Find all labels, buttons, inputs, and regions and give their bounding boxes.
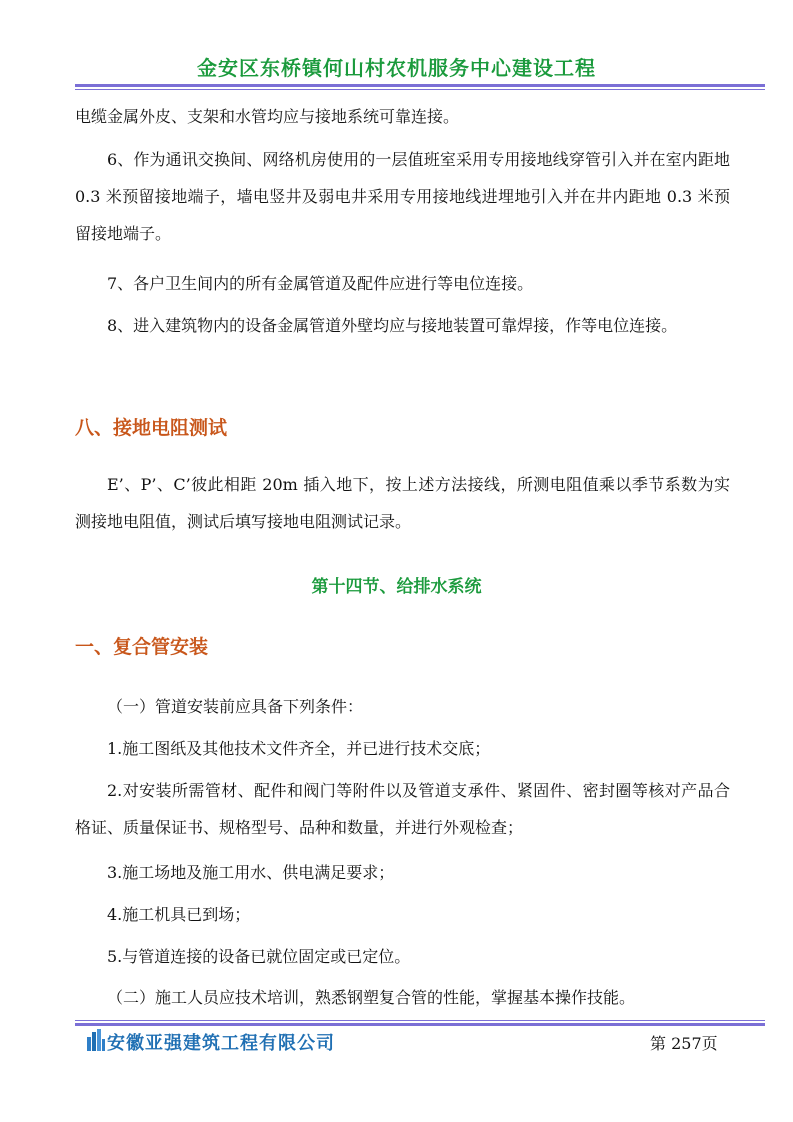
header-title: 金安区东桥镇何山村农机服务中心建设工程 [197,56,596,80]
page-number: 第 257页 [650,1034,718,1053]
paragraph: （二）施工人员应技术培训，熟悉钢塑复合管的性能，掌握基本操作技能。 [107,988,636,1007]
footer-rule [75,1023,765,1026]
chapter-title: 第十四节、给排水系统 [311,577,482,597]
paragraph: 8、进入建筑物内的设备金属管道外壁均应与接地装置可靠焊接，作等电位连接。 [107,316,678,335]
list-item: 5.与管道连接的设备已就位固定或已定位。 [107,947,411,966]
paragraph: 7、各户卫生间内的所有金属管道及配件应进行等电位连接。 [107,274,534,293]
paragraph: 电缆金属外皮、支架和水管均应与接地系统可靠连接。 [75,107,460,126]
list-item: 1.施工图纸及其他技术文件齐全，并已进行技术交底； [107,739,491,758]
list-item: 2.对安装所需管材、配件和阀门等附件以及管道支承件、紧固件、密封圈等核对产品合格证、质量保证书、规格型号、品种和数量，并进行外观检查； [75,781,730,837]
section-heading: 八、接地电阻测试 [75,417,228,439]
paragraph: 6、作为通讯交换间、网络机房使用的一层值班室采用专用接地线穿管引入并在室内距地 0.3 米预留接地端子，墙电竖井及弱电井采用专用接地线进埋地引入并在井内距地 0.3 米预留接地端子。 [75,150,730,243]
header-rule [75,84,765,87]
company-logo-icon [86,1029,106,1051]
footer-company: 安徽亚强建筑工程有限公司 [107,1033,335,1054]
paragraph: （一）管道安装前应具备下列条件： [107,697,364,716]
list-item: 4.施工机具已到场； [107,905,251,924]
list-item: 3.施工场地及施工用水、供电满足要求； [107,863,395,882]
section-heading: 一、复合管安装 [75,636,209,658]
paragraph: E’、P’、C’彼此相距 20m 插入地下，按上述方法接线，所测电阻值乘以季节系数为实测接地电阻值，测试后填写接地电阻测试记录。 [75,475,730,531]
header-rule-thin [75,89,765,90]
footer-rule-thin [75,1020,765,1021]
